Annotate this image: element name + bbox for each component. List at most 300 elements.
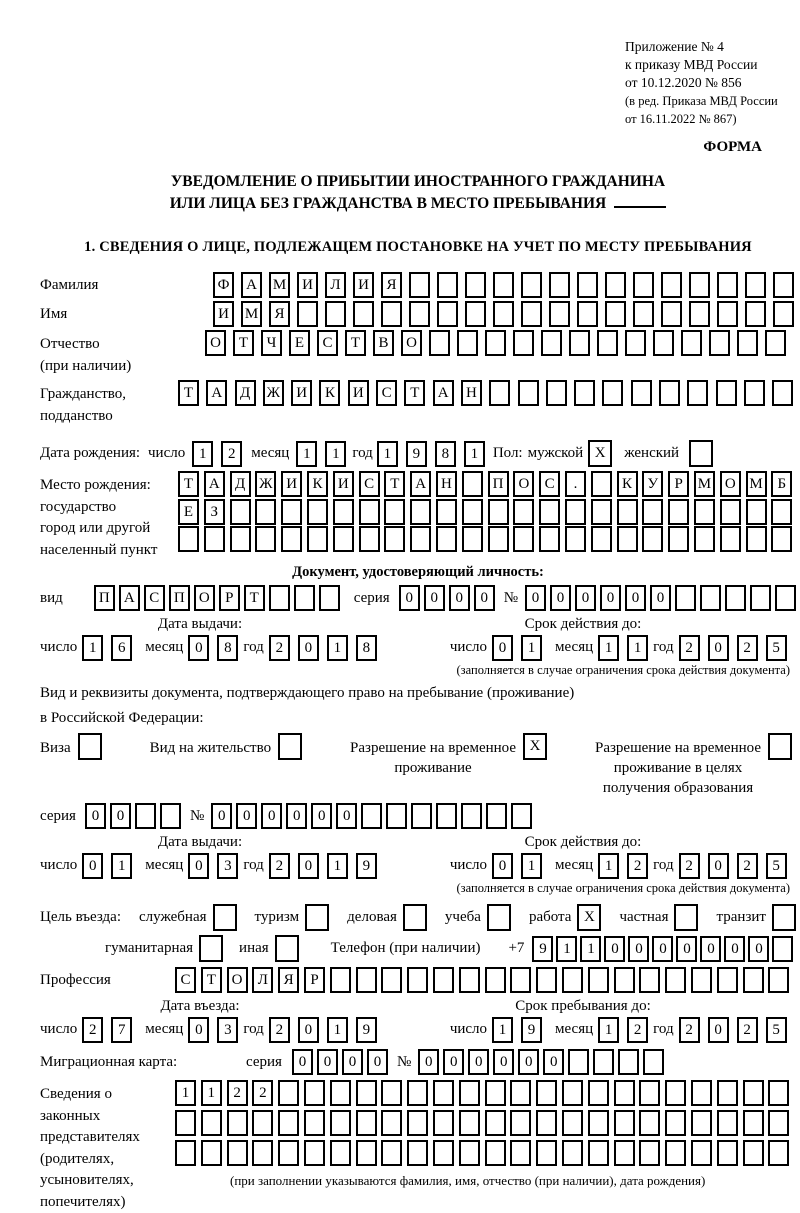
form-cell[interactable] <box>330 967 351 993</box>
form-cell[interactable]: 0 <box>317 1049 338 1075</box>
form-cell[interactable] <box>465 272 486 298</box>
form-cell[interactable]: 2 <box>627 853 648 879</box>
checkbox-cell[interactable]: X <box>523 733 547 760</box>
form-cell[interactable]: 0 <box>443 1049 464 1075</box>
form-cell[interactable] <box>521 272 542 298</box>
form-cell[interactable]: Т <box>233 330 254 356</box>
form-cell[interactable]: Д <box>235 380 256 406</box>
form-cell[interactable]: А <box>204 471 225 497</box>
form-cell[interactable] <box>457 330 478 356</box>
form-cell[interactable] <box>745 272 766 298</box>
form-cell[interactable] <box>614 967 635 993</box>
form-cell[interactable]: Д <box>230 471 251 497</box>
form-cell[interactable] <box>135 803 156 829</box>
form-cell[interactable]: И <box>333 471 354 497</box>
form-cell[interactable] <box>768 1080 789 1106</box>
form-cell[interactable] <box>773 272 794 298</box>
form-cell[interactable] <box>437 301 458 327</box>
form-cell[interactable]: У <box>642 471 663 497</box>
form-cell[interactable] <box>577 301 598 327</box>
form-cell[interactable] <box>255 526 276 552</box>
form-cell[interactable]: 0 <box>708 1017 729 1043</box>
form-cell[interactable] <box>691 1140 712 1166</box>
form-cell[interactable] <box>625 330 646 356</box>
form-cell[interactable] <box>429 330 450 356</box>
form-cell[interactable] <box>691 1080 712 1106</box>
form-cell[interactable]: 0 <box>525 585 546 611</box>
form-cell[interactable] <box>409 272 430 298</box>
form-cell[interactable]: 6 <box>111 635 132 661</box>
form-cell[interactable]: 8 <box>435 441 456 467</box>
form-cell[interactable] <box>639 967 660 993</box>
form-cell[interactable] <box>459 967 480 993</box>
form-cell[interactable] <box>485 1080 506 1106</box>
form-cell[interactable] <box>717 1110 738 1136</box>
form-cell[interactable]: 7 <box>111 1017 132 1043</box>
form-cell[interactable] <box>562 1110 583 1136</box>
form-cell[interactable] <box>384 499 405 525</box>
form-cell[interactable]: А <box>410 471 431 497</box>
form-cell[interactable]: 1 <box>325 441 346 467</box>
form-cell[interactable]: И <box>348 380 369 406</box>
form-cell[interactable]: 9 <box>356 1017 377 1043</box>
form-cell[interactable]: О <box>227 967 248 993</box>
form-cell[interactable]: Л <box>325 272 346 298</box>
form-cell[interactable] <box>593 1049 614 1075</box>
form-cell[interactable]: 0 <box>492 853 513 879</box>
form-cell[interactable] <box>720 499 741 525</box>
form-cell[interactable] <box>407 1110 428 1136</box>
form-cell[interactable] <box>384 526 405 552</box>
form-cell[interactable] <box>631 380 652 406</box>
form-cell[interactable]: 0 <box>85 803 106 829</box>
form-cell[interactable] <box>407 967 428 993</box>
form-cell[interactable] <box>486 803 507 829</box>
form-cell[interactable]: 1 <box>492 1017 513 1043</box>
checkbox-cell[interactable] <box>275 935 299 962</box>
form-cell[interactable] <box>588 1080 609 1106</box>
form-cell[interactable] <box>433 1080 454 1106</box>
form-cell[interactable]: К <box>617 471 638 497</box>
form-cell[interactable]: 2 <box>221 441 242 467</box>
form-cell[interactable]: 0 <box>449 585 470 611</box>
form-cell[interactable] <box>255 499 276 525</box>
form-cell[interactable] <box>565 526 586 552</box>
form-cell[interactable]: Б <box>771 471 792 497</box>
form-cell[interactable]: 0 <box>188 1017 209 1043</box>
form-cell[interactable] <box>333 526 354 552</box>
form-cell[interactable]: 0 <box>468 1049 489 1075</box>
form-cell[interactable]: 0 <box>418 1049 439 1075</box>
form-cell[interactable] <box>381 1110 402 1136</box>
form-cell[interactable] <box>436 526 457 552</box>
form-cell[interactable] <box>668 526 689 552</box>
form-cell[interactable]: О <box>720 471 741 497</box>
form-cell[interactable] <box>597 330 618 356</box>
form-cell[interactable] <box>513 499 534 525</box>
form-cell[interactable]: 9 <box>356 853 377 879</box>
checkbox-cell[interactable] <box>213 904 237 931</box>
form-cell[interactable]: 0 <box>676 936 697 962</box>
form-cell[interactable]: 1 <box>82 635 103 661</box>
form-cell[interactable]: 1 <box>327 1017 348 1043</box>
form-cell[interactable] <box>539 526 560 552</box>
form-cell[interactable] <box>536 1080 557 1106</box>
form-cell[interactable] <box>330 1080 351 1106</box>
form-cell[interactable]: 5 <box>766 1017 787 1043</box>
form-cell[interactable] <box>659 380 680 406</box>
form-cell[interactable] <box>591 471 612 497</box>
form-cell[interactable] <box>485 967 506 993</box>
form-cell[interactable] <box>488 526 509 552</box>
checkbox-cell[interactable] <box>78 733 102 760</box>
form-cell[interactable] <box>462 499 483 525</box>
form-cell[interactable] <box>485 330 506 356</box>
form-cell[interactable] <box>462 471 483 497</box>
form-cell[interactable] <box>618 1049 639 1075</box>
form-cell[interactable] <box>643 1049 664 1075</box>
form-cell[interactable] <box>687 380 708 406</box>
form-cell[interactable] <box>160 803 181 829</box>
form-cell[interactable] <box>700 585 721 611</box>
form-cell[interactable]: 2 <box>737 635 758 661</box>
form-cell[interactable] <box>577 272 598 298</box>
form-cell[interactable]: О <box>513 471 534 497</box>
form-cell[interactable] <box>591 526 612 552</box>
form-cell[interactable] <box>745 301 766 327</box>
form-cell[interactable] <box>461 803 482 829</box>
form-cell[interactable] <box>771 499 792 525</box>
form-cell[interactable] <box>437 272 458 298</box>
form-cell[interactable]: 0 <box>575 585 596 611</box>
form-cell[interactable]: 8 <box>217 635 238 661</box>
form-cell[interactable] <box>407 1080 428 1106</box>
form-cell[interactable] <box>297 301 318 327</box>
form-cell[interactable]: К <box>307 471 328 497</box>
form-cell[interactable]: 2 <box>269 635 290 661</box>
form-cell[interactable]: С <box>317 330 338 356</box>
form-cell[interactable] <box>510 967 531 993</box>
form-cell[interactable] <box>746 499 767 525</box>
checkbox-cell[interactable] <box>768 733 792 760</box>
form-cell[interactable]: 0 <box>493 1049 514 1075</box>
form-cell[interactable] <box>536 1140 557 1166</box>
form-cell[interactable] <box>513 330 534 356</box>
form-cell[interactable]: 0 <box>474 585 495 611</box>
form-cell[interactable]: 0 <box>700 936 721 962</box>
form-cell[interactable] <box>541 330 562 356</box>
form-cell[interactable] <box>681 330 702 356</box>
form-cell[interactable] <box>549 301 570 327</box>
form-cell[interactable]: 2 <box>737 853 758 879</box>
form-cell[interactable]: М <box>241 301 262 327</box>
form-cell[interactable]: 0 <box>518 1049 539 1075</box>
form-cell[interactable]: 2 <box>627 1017 648 1043</box>
form-cell[interactable] <box>330 1140 351 1166</box>
form-cell[interactable]: С <box>359 471 380 497</box>
form-cell[interactable]: 0 <box>367 1049 388 1075</box>
form-cell[interactable]: Е <box>178 499 199 525</box>
form-cell[interactable] <box>617 526 638 552</box>
form-cell[interactable] <box>252 1110 273 1136</box>
form-cell[interactable]: О <box>401 330 422 356</box>
form-cell[interactable]: И <box>291 380 312 406</box>
form-cell[interactable]: А <box>433 380 454 406</box>
form-cell[interactable]: Я <box>269 301 290 327</box>
form-cell[interactable] <box>569 330 590 356</box>
form-cell[interactable] <box>549 272 570 298</box>
form-cell[interactable] <box>602 380 623 406</box>
form-cell[interactable]: 1 <box>598 853 619 879</box>
form-cell[interactable]: О <box>194 585 215 611</box>
form-cell[interactable] <box>201 1140 222 1166</box>
form-cell[interactable]: 1 <box>580 936 601 962</box>
form-cell[interactable] <box>356 1140 377 1166</box>
form-cell[interactable]: 1 <box>464 441 485 467</box>
form-cell[interactable]: 0 <box>311 803 332 829</box>
form-cell[interactable]: 0 <box>424 585 445 611</box>
form-cell[interactable] <box>772 936 793 962</box>
form-cell[interactable]: 0 <box>236 803 257 829</box>
form-cell[interactable] <box>633 301 654 327</box>
form-cell[interactable]: О <box>205 330 226 356</box>
form-cell[interactable] <box>204 526 225 552</box>
form-cell[interactable] <box>361 803 382 829</box>
form-cell[interactable] <box>278 1080 299 1106</box>
form-cell[interactable] <box>661 272 682 298</box>
form-cell[interactable] <box>743 1110 764 1136</box>
form-cell[interactable] <box>605 301 626 327</box>
form-cell[interactable]: 0 <box>543 1049 564 1075</box>
form-cell[interactable]: Н <box>461 380 482 406</box>
form-cell[interactable] <box>294 585 315 611</box>
form-cell[interactable] <box>493 272 514 298</box>
form-cell[interactable] <box>227 1110 248 1136</box>
form-cell[interactable] <box>510 1080 531 1106</box>
form-cell[interactable] <box>568 1049 589 1075</box>
form-cell[interactable] <box>411 803 432 829</box>
form-cell[interactable] <box>691 967 712 993</box>
form-cell[interactable] <box>591 499 612 525</box>
form-cell[interactable]: 0 <box>298 635 319 661</box>
form-cell[interactable]: С <box>376 380 397 406</box>
form-cell[interactable]: П <box>488 471 509 497</box>
form-cell[interactable] <box>252 1140 273 1166</box>
form-cell[interactable]: Т <box>384 471 405 497</box>
form-cell[interactable]: 1 <box>598 1017 619 1043</box>
form-cell[interactable] <box>410 526 431 552</box>
checkbox-cell[interactable] <box>487 904 511 931</box>
form-cell[interactable]: 1 <box>377 441 398 467</box>
form-cell[interactable] <box>386 803 407 829</box>
form-cell[interactable]: 0 <box>292 1049 313 1075</box>
form-cell[interactable]: 1 <box>521 853 542 879</box>
form-cell[interactable] <box>717 301 738 327</box>
form-cell[interactable] <box>588 967 609 993</box>
form-cell[interactable]: 1 <box>175 1080 196 1106</box>
form-cell[interactable] <box>716 380 737 406</box>
form-cell[interactable] <box>617 499 638 525</box>
form-cell[interactable] <box>433 1140 454 1166</box>
form-cell[interactable]: П <box>94 585 115 611</box>
checkbox-cell[interactable] <box>278 733 302 760</box>
form-cell[interactable] <box>269 585 290 611</box>
form-cell[interactable]: 1 <box>556 936 577 962</box>
form-cell[interactable] <box>768 1140 789 1166</box>
checkbox-cell[interactable] <box>403 904 427 931</box>
form-cell[interactable] <box>278 1140 299 1166</box>
form-cell[interactable] <box>675 585 696 611</box>
form-cell[interactable]: 0 <box>298 853 319 879</box>
form-cell[interactable] <box>574 380 595 406</box>
form-cell[interactable]: Е <box>289 330 310 356</box>
form-cell[interactable] <box>518 380 539 406</box>
form-cell[interactable] <box>744 380 765 406</box>
checkbox-cell[interactable] <box>772 904 796 931</box>
checkbox-cell[interactable]: X <box>577 904 601 931</box>
form-cell[interactable]: Т <box>178 471 199 497</box>
form-cell[interactable]: 0 <box>604 936 625 962</box>
form-cell[interactable] <box>668 499 689 525</box>
form-cell[interactable]: Н <box>436 471 457 497</box>
form-cell[interactable]: Т <box>178 380 199 406</box>
form-cell[interactable] <box>462 526 483 552</box>
form-cell[interactable]: 2 <box>227 1080 248 1106</box>
form-cell[interactable]: Т <box>345 330 366 356</box>
form-cell[interactable]: 0 <box>625 585 646 611</box>
form-cell[interactable]: Р <box>668 471 689 497</box>
form-cell[interactable] <box>356 1080 377 1106</box>
form-cell[interactable]: Ж <box>263 380 284 406</box>
form-cell[interactable] <box>511 803 532 829</box>
checkbox-cell[interactable] <box>199 935 223 962</box>
form-cell[interactable]: Т <box>404 380 425 406</box>
form-cell[interactable] <box>485 1140 506 1166</box>
form-cell[interactable] <box>642 526 663 552</box>
form-cell[interactable]: И <box>297 272 318 298</box>
form-cell[interactable]: 9 <box>532 936 553 962</box>
form-cell[interactable] <box>359 526 380 552</box>
form-cell[interactable] <box>521 301 542 327</box>
form-cell[interactable] <box>459 1140 480 1166</box>
form-cell[interactable] <box>230 526 251 552</box>
form-cell[interactable]: В <box>373 330 394 356</box>
form-cell[interactable]: 0 <box>748 936 769 962</box>
form-cell[interactable] <box>746 526 767 552</box>
form-cell[interactable]: 0 <box>286 803 307 829</box>
form-cell[interactable] <box>691 1110 712 1136</box>
form-cell[interactable]: М <box>269 272 290 298</box>
form-cell[interactable] <box>689 301 710 327</box>
form-cell[interactable]: 2 <box>679 635 700 661</box>
form-cell[interactable] <box>665 1140 686 1166</box>
form-cell[interactable] <box>381 967 402 993</box>
form-cell[interactable] <box>737 330 758 356</box>
form-cell[interactable]: 0 <box>708 853 729 879</box>
form-cell[interactable] <box>694 526 715 552</box>
form-cell[interactable]: 0 <box>708 635 729 661</box>
form-cell[interactable]: 1 <box>201 1080 222 1106</box>
form-cell[interactable]: 0 <box>82 853 103 879</box>
form-cell[interactable]: 0 <box>298 1017 319 1043</box>
form-cell[interactable]: 0 <box>652 936 673 962</box>
form-cell[interactable] <box>562 1140 583 1166</box>
form-cell[interactable]: М <box>694 471 715 497</box>
form-cell[interactable] <box>665 1110 686 1136</box>
checkbox-cell[interactable] <box>305 904 329 931</box>
form-cell[interactable] <box>605 272 626 298</box>
form-cell[interactable]: . <box>565 471 586 497</box>
form-cell[interactable] <box>433 1110 454 1136</box>
form-cell[interactable]: Ж <box>255 471 276 497</box>
form-cell[interactable]: 8 <box>356 635 377 661</box>
form-cell[interactable]: 1 <box>327 635 348 661</box>
form-cell[interactable]: 1 <box>327 853 348 879</box>
form-cell[interactable]: Т <box>244 585 265 611</box>
form-cell[interactable] <box>459 1110 480 1136</box>
form-cell[interactable] <box>333 499 354 525</box>
form-cell[interactable] <box>436 499 457 525</box>
form-cell[interactable] <box>307 499 328 525</box>
form-cell[interactable] <box>689 272 710 298</box>
form-cell[interactable] <box>409 301 430 327</box>
form-cell[interactable] <box>381 301 402 327</box>
form-cell[interactable] <box>639 1080 660 1106</box>
form-cell[interactable] <box>709 330 730 356</box>
form-cell[interactable] <box>485 1110 506 1136</box>
form-cell[interactable] <box>562 967 583 993</box>
form-cell[interactable] <box>653 330 674 356</box>
form-cell[interactable] <box>359 499 380 525</box>
form-cell[interactable] <box>410 499 431 525</box>
form-cell[interactable] <box>175 1110 196 1136</box>
form-cell[interactable] <box>771 526 792 552</box>
form-cell[interactable] <box>765 330 786 356</box>
form-cell[interactable] <box>536 967 557 993</box>
form-cell[interactable] <box>720 526 741 552</box>
form-cell[interactable] <box>536 1110 557 1136</box>
form-cell[interactable]: Ф <box>213 272 234 298</box>
form-cell[interactable] <box>465 301 486 327</box>
form-cell[interactable]: 1 <box>111 853 132 879</box>
form-cell[interactable] <box>488 499 509 525</box>
form-cell[interactable] <box>743 967 764 993</box>
form-cell[interactable] <box>201 1110 222 1136</box>
form-cell[interactable] <box>319 585 340 611</box>
form-cell[interactable] <box>281 526 302 552</box>
form-cell[interactable] <box>381 1140 402 1166</box>
form-cell[interactable] <box>489 380 510 406</box>
form-cell[interactable] <box>356 967 377 993</box>
form-cell[interactable] <box>717 272 738 298</box>
checkbox-cell[interactable] <box>674 904 698 931</box>
form-cell[interactable]: Р <box>304 967 325 993</box>
form-cell[interactable] <box>304 1110 325 1136</box>
form-cell[interactable]: 2 <box>269 1017 290 1043</box>
form-cell[interactable] <box>510 1140 531 1166</box>
form-cell[interactable]: 1 <box>296 441 317 467</box>
form-cell[interactable] <box>743 1080 764 1106</box>
form-cell[interactable] <box>436 803 457 829</box>
form-cell[interactable] <box>565 499 586 525</box>
form-cell[interactable]: К <box>319 380 340 406</box>
form-cell[interactable] <box>304 1140 325 1166</box>
form-cell[interactable]: 2 <box>82 1017 103 1043</box>
form-cell[interactable]: 0 <box>342 1049 363 1075</box>
form-cell[interactable]: А <box>241 272 262 298</box>
form-cell[interactable] <box>665 1080 686 1106</box>
form-cell[interactable]: 0 <box>492 635 513 661</box>
